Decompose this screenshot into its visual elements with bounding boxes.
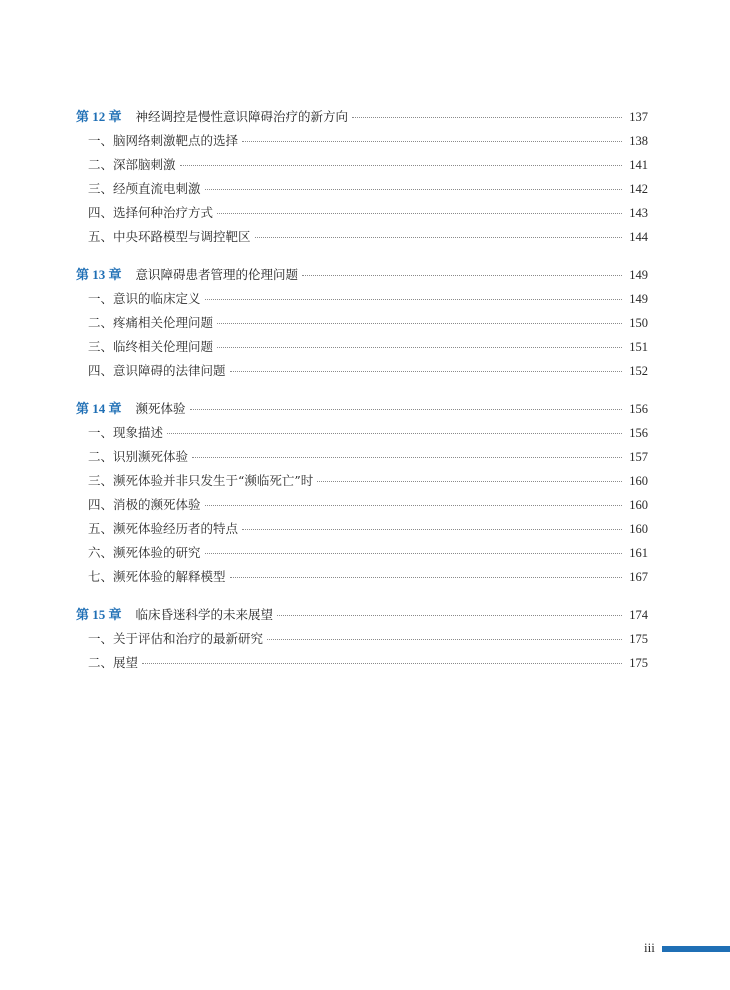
page-number: 161	[629, 546, 648, 560]
dot-leader	[352, 117, 622, 118]
page-number: 142	[629, 182, 648, 196]
page-number: 160	[629, 498, 648, 512]
dot-leader	[205, 189, 622, 190]
section-title: 一、现象描述	[88, 425, 164, 440]
section-title: 三、濒死体验并非只发生于“濒临死亡”时	[88, 473, 314, 488]
section-entry[interactable]	[76, 651, 648, 675]
dot-leader	[230, 371, 622, 372]
section-entry[interactable]	[76, 129, 648, 153]
section-entry[interactable]	[76, 565, 648, 589]
chapter-title: 濒死体验	[135, 401, 186, 416]
section-title: 二、疼痛相关伦理问题	[88, 315, 214, 330]
dot-leader	[230, 577, 622, 578]
footer-accent-bar	[662, 946, 730, 952]
dot-leader	[217, 213, 622, 214]
dot-leader	[317, 481, 622, 482]
dot-leader	[142, 663, 622, 664]
page-number: 156	[629, 402, 648, 416]
section-entry[interactable]	[76, 287, 648, 311]
page-number: 175	[629, 656, 648, 670]
dot-leader	[167, 433, 622, 434]
chapter-number: 第 12 章	[76, 109, 122, 124]
section-entry[interactable]	[76, 311, 648, 335]
section-entry[interactable]	[76, 359, 648, 383]
page-number: 150	[629, 316, 648, 330]
section-entry[interactable]	[76, 517, 648, 541]
chapter-block	[76, 603, 648, 675]
dot-leader	[267, 639, 622, 640]
section-entry[interactable]	[76, 201, 648, 225]
page-number: 149	[629, 292, 648, 306]
dot-leader	[217, 323, 622, 324]
section-title: 二、深部脑刺激	[88, 157, 176, 172]
dot-leader	[205, 299, 622, 300]
chapter-number: 第 15 章	[76, 607, 122, 622]
section-title: 四、意识障碍的法律问题	[88, 363, 226, 378]
chapter-number: 第 13 章	[76, 267, 122, 282]
chapter-title: 神经调控是慢性意识障碍治疗的新方向	[135, 109, 349, 124]
section-entry[interactable]	[76, 541, 648, 565]
section-title: 二、识别濒死体验	[88, 449, 189, 464]
chapter-entry[interactable]	[76, 263, 648, 287]
section-title: 三、经颅直流电刺激	[88, 181, 201, 196]
table-of-contents	[76, 105, 648, 689]
page-number: 151	[629, 340, 648, 354]
chapter-title: 意识障碍患者管理的伦理问题	[135, 267, 299, 282]
page-number: 137	[629, 110, 648, 124]
page-number: 157	[629, 450, 648, 464]
section-title: 五、濒死体验经历者的特点	[88, 521, 239, 536]
page-number: 174	[629, 608, 648, 622]
section-entry[interactable]	[76, 177, 648, 201]
chapter-entry[interactable]	[76, 105, 648, 129]
page-number: 143	[629, 206, 648, 220]
section-entry[interactable]	[76, 469, 648, 493]
page-number: 138	[629, 134, 648, 148]
dot-leader	[302, 275, 622, 276]
page-number: 160	[629, 522, 648, 536]
chapter-block	[76, 105, 648, 249]
chapter-entry[interactable]	[76, 397, 648, 421]
section-entry[interactable]	[76, 153, 648, 177]
section-title: 二、展望	[88, 655, 139, 670]
dot-leader	[190, 409, 622, 410]
section-title: 三、临终相关伦理问题	[88, 339, 214, 354]
section-entry[interactable]	[76, 445, 648, 469]
page-number: 175	[629, 632, 648, 646]
section-entry[interactable]	[76, 627, 648, 651]
dot-leader	[192, 457, 622, 458]
chapter-number: 第 14 章	[76, 401, 122, 416]
section-entry[interactable]	[76, 335, 648, 359]
chapter-title: 临床昏迷科学的未来展望	[135, 607, 274, 622]
page-number: 141	[629, 158, 648, 172]
dot-leader	[217, 347, 622, 348]
section-title: 一、脑网络刺激靶点的选择	[88, 133, 239, 148]
section-entry[interactable]	[76, 421, 648, 445]
dot-leader	[242, 529, 622, 530]
page-number: 160	[629, 474, 648, 488]
page-number: 149	[629, 268, 648, 282]
section-title: 六、濒死体验的研究	[88, 545, 201, 560]
section-title: 四、选择何种治疗方式	[88, 205, 214, 220]
dot-leader	[255, 237, 622, 238]
page-number: 167	[629, 570, 648, 584]
section-entry[interactable]	[76, 493, 648, 517]
section-title: 七、濒死体验的解释模型	[88, 569, 226, 584]
page-number: 152	[629, 364, 648, 378]
page-number: 156	[629, 426, 648, 440]
dot-leader	[205, 505, 622, 506]
dot-leader	[277, 615, 622, 616]
section-title: 一、关于评估和治疗的最新研究	[88, 631, 264, 646]
section-title: 四、消极的濒死体验	[88, 497, 201, 512]
chapter-block	[76, 397, 648, 589]
dot-leader	[180, 165, 622, 166]
folio-page-number: iii	[644, 940, 655, 955]
dot-leader	[242, 141, 622, 142]
page-number: 144	[629, 230, 648, 244]
dot-leader	[205, 553, 622, 554]
section-title: 一、意识的临床定义	[88, 291, 201, 306]
chapter-entry[interactable]	[76, 603, 648, 627]
section-entry[interactable]	[76, 225, 648, 249]
chapter-block	[76, 263, 648, 383]
section-title: 五、中央环路模型与调控靶区	[88, 229, 251, 244]
